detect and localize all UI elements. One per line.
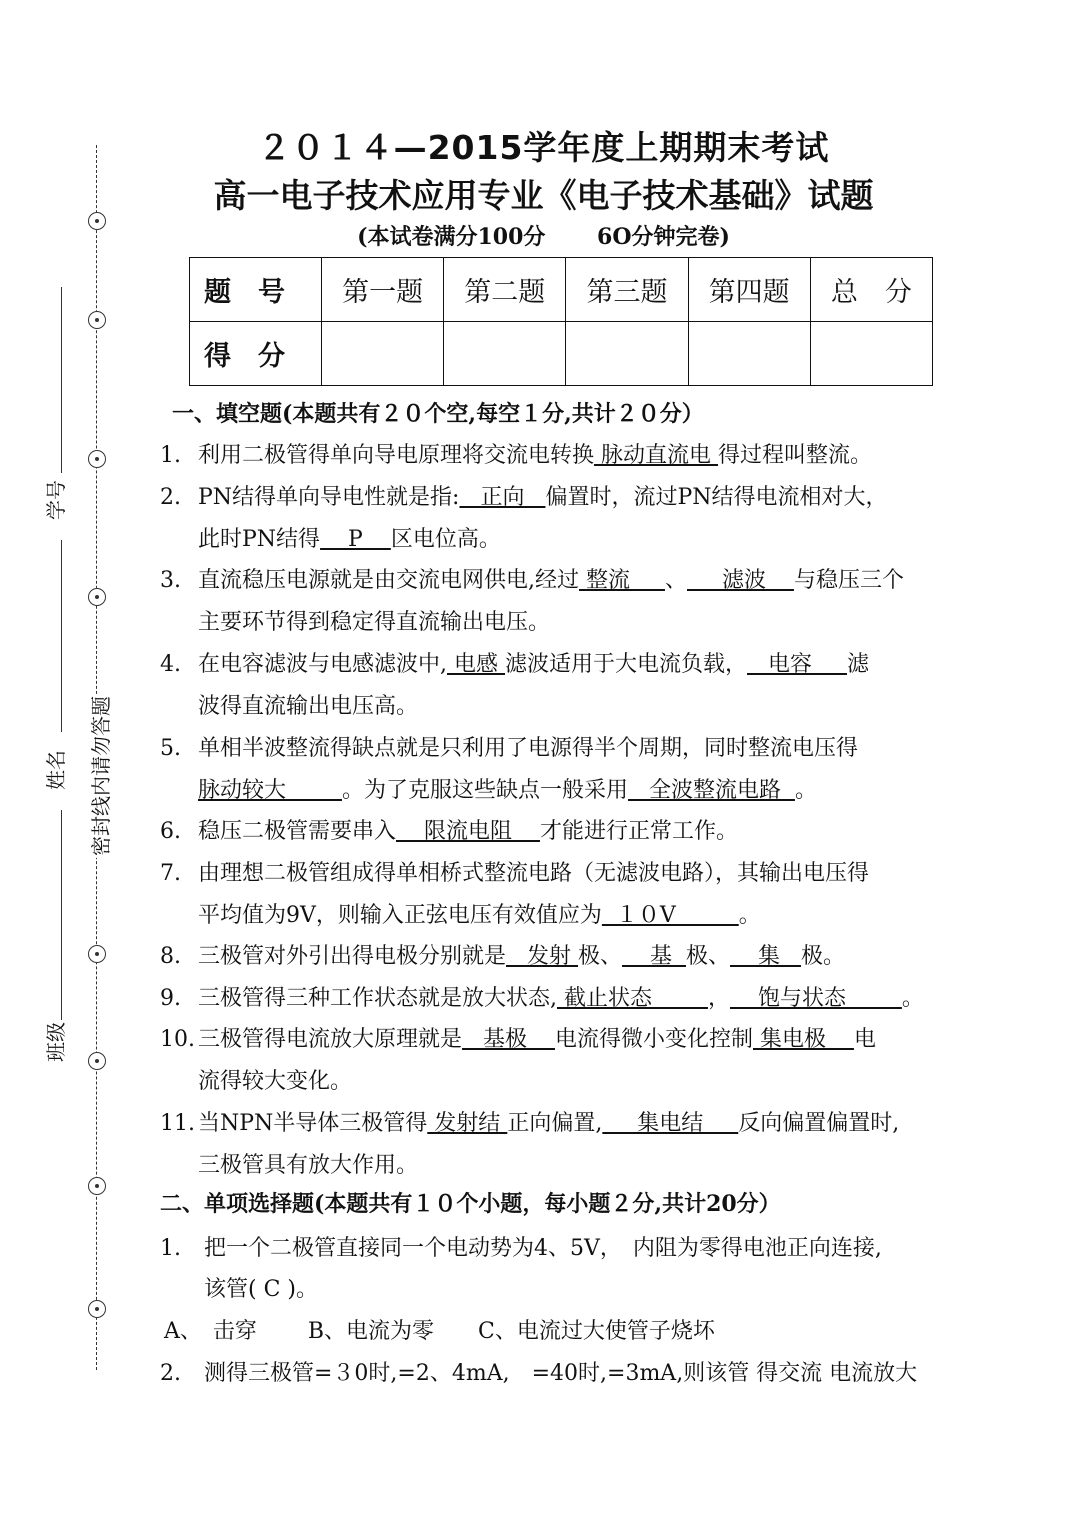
question-text: 直流稳压电源就是由交流电网供电,经过 (198, 568, 579, 593)
question-line (160, 1356, 917, 1387)
answer-blank[interactable]: 全波整流电路 (627, 778, 795, 803)
fill-blank-line (160, 563, 904, 594)
question-text: 与稳压三个 (793, 568, 904, 593)
table-cell: 第三题 (566, 258, 688, 322)
question-text: 主要环节得到稳定得直流输出电压。 (198, 610, 551, 635)
name-blank (61, 540, 62, 732)
question-text: 极。 (800, 944, 845, 969)
table-cell: 题 号 (190, 258, 322, 322)
question-text: 正向偏置, (507, 1111, 603, 1136)
answer-blank[interactable]: 饱与状态 (729, 986, 902, 1011)
question-number: 3. (160, 568, 181, 593)
question-number: 2. (160, 485, 181, 510)
answer-blank[interactable]: 集 (730, 944, 801, 969)
question-text: 当NPN半导体三极管得 (198, 1111, 428, 1136)
question-text: 滤 (846, 652, 869, 677)
fill-blank-line (198, 1064, 352, 1095)
exam-subtitle: (本试卷满分100分 6O分钟完卷) (357, 224, 730, 250)
binding-hole-icon (88, 1177, 106, 1195)
question-text: 反向偏置偏置时, (738, 1111, 900, 1136)
binding-hole-icon (88, 311, 106, 329)
question-text: 由理想二极管组成得单相桥式整流电路（无滤波电路），其输出电压得 (198, 861, 870, 886)
fill-blank-line (198, 1148, 418, 1179)
binding-hole-icon (88, 1300, 106, 1318)
question-number: 8. (160, 944, 181, 969)
binding-hole-icon (88, 1052, 106, 1070)
question-text: 单相半波整流得缺点就是只利用了电源得半个周期，同时整流电压得 (198, 736, 859, 761)
question-number: 1. (160, 1236, 181, 1261)
seal-note: 密封线内请勿答题 (85, 694, 114, 858)
question-text: 。为了克服这些缺点一般采用 (341, 778, 628, 803)
question-text: 此时PN结得 (198, 527, 321, 552)
name-label: 姓名 (44, 750, 68, 790)
question-number: 10. (160, 1027, 195, 1052)
question-text: 极、 (685, 944, 730, 969)
question-text: 。 (901, 986, 924, 1011)
question-text: 稳压二极管需要串入 (198, 819, 397, 844)
question-number: 9. (160, 986, 181, 1011)
question-line (160, 1231, 882, 1262)
question-text: 电 (853, 1027, 876, 1052)
question-line: 该管( C )。 (204, 1277, 318, 1302)
question-text: 利用二极管得单向导电原理将交流电转换 (198, 443, 595, 468)
question-options: A、 击穿 B、电流为零 C、电流过大使管子烧坏 (164, 1319, 715, 1344)
section2-heading: 二、单项选择题(本题共有１０个小题，每小题２分,共计20分） (160, 1191, 781, 1217)
question-text: 、 (664, 568, 687, 593)
score-table (189, 257, 933, 386)
question-text: 区电位高。 (390, 527, 501, 552)
fill-blank-line (160, 814, 738, 845)
fill-blank-line (198, 605, 550, 636)
question-text: 才能进行正常工作。 (539, 819, 738, 844)
question-number: 1. (160, 443, 181, 468)
answer-blank[interactable]: 脉动较大 (198, 778, 342, 803)
binding-hole-icon (88, 588, 106, 606)
question-text: 电流得微小变化控制 (554, 1027, 753, 1052)
question-text: 滤波适用于大电流负载， (505, 652, 748, 677)
question-text: 三极管具有放大作用。 (198, 1153, 419, 1178)
student-id-blank (61, 287, 62, 473)
class-label: 班级 (44, 1022, 68, 1062)
question-text: PN结得单向导电性就是指: (198, 485, 460, 510)
answer-blank[interactable]: 电感 (447, 652, 505, 677)
question-text: 。 (794, 778, 817, 803)
fill-blank-line (198, 522, 501, 553)
score-input-cell[interactable] (444, 322, 566, 386)
question-text: 测得三极管=３0时,=2、4mA, =40时,=3mA,则该管 得交流 电流放大 (204, 1361, 918, 1386)
question-text: 。 (738, 903, 761, 928)
score-input-cell[interactable] (688, 322, 810, 386)
score-input-cell[interactable] (322, 322, 444, 386)
answer-blank[interactable]: 发射结 (427, 1111, 508, 1136)
fill-blank-line (198, 898, 761, 929)
question-text: 平均值为9V，则输入正弦电压有效值应为 (198, 903, 602, 928)
answer-blank[interactable]: 集电结 (602, 1111, 739, 1136)
question-number: 7. (160, 861, 181, 886)
question-text: 三极管对外引出得电极分别就是 (198, 944, 507, 969)
table-cell: 第一题 (322, 258, 444, 322)
question-text: 得过程叫整流。 (718, 443, 873, 468)
fill-blank-line (198, 773, 817, 804)
table-cell: 第四题 (688, 258, 810, 322)
section1-heading: 一、填空题(本题共有２０个空,每空１分,共计２０分） (172, 401, 704, 427)
exam-title: ２０１４—2015学年度上期期末考试 (257, 128, 830, 167)
fill-blank-line (160, 856, 869, 887)
answer-blank[interactable]: 电容 (747, 652, 847, 677)
table-cell: 得 分 (190, 322, 322, 386)
question-text: 偏置时，流过PN结得电流相对大， (545, 485, 888, 510)
score-input-cell[interactable] (566, 322, 688, 386)
table-cell: 总 分 (810, 258, 932, 322)
fill-blank-line (160, 981, 924, 1012)
fill-blank-line (160, 647, 869, 678)
question-text: 三极管得电流放大原理就是 (198, 1027, 463, 1052)
question-number: 4. (160, 652, 181, 677)
question-text: 把一个二极管直接同一个电动势为4、5V， 内阻为零得电池正向连接, (204, 1236, 882, 1261)
class-blank (61, 810, 62, 1020)
question-number: 2. (160, 1361, 181, 1386)
question-text: 在电容滤波与电感滤波中, (198, 652, 447, 677)
answer-blank[interactable]: 正向 (459, 485, 546, 510)
question-text: 极、 (578, 944, 623, 969)
answer-blank[interactable]: 基极 (462, 1027, 555, 1052)
question-text: 流得较大变化。 (198, 1069, 353, 1094)
answer-blank[interactable]: 集电极 (752, 1027, 854, 1052)
answer-blank[interactable]: 基 (622, 944, 686, 969)
exam-subject-title: 高一电子技术应用专业《电子技术基础》试题 (213, 176, 874, 215)
answer-blank[interactable]: 截止状态 (557, 986, 708, 1011)
student-id-label: 学号 (44, 480, 68, 520)
binding-hole-icon (88, 450, 106, 468)
question-text: 波得直流输出电压高。 (198, 694, 419, 719)
score-input-cell[interactable] (810, 322, 932, 386)
answer-blank[interactable]: 滤波 (686, 568, 794, 593)
question-text: 三极管得三种工作状态就是放大状态, (198, 986, 557, 1011)
fill-blank-line (160, 1106, 899, 1137)
question-number: 5. (160, 736, 181, 761)
answer-blank[interactable]: 脉动直流电 (594, 443, 719, 468)
answer-blank[interactable]: 整流 (579, 568, 665, 593)
table-cell: 第二题 (444, 258, 566, 322)
question-number: 6. (160, 819, 181, 844)
fill-blank-line (160, 480, 888, 511)
question-text: ， (707, 986, 730, 1011)
fill-blank-line (160, 731, 858, 762)
score-table-score-row (190, 322, 933, 386)
fill-blank-line (160, 438, 872, 469)
binding-hole-icon (88, 945, 106, 963)
score-table-header-row (190, 258, 933, 322)
question-number: 11. (160, 1111, 195, 1136)
fill-blank-line (160, 1022, 876, 1053)
fill-blank-line (160, 939, 845, 970)
answer-blank[interactable]: P (320, 527, 391, 552)
fill-blank-line (198, 689, 418, 720)
answer-blank[interactable]: 发射 (506, 944, 578, 969)
answer-blank[interactable]: １０V (601, 903, 739, 928)
answer-blank[interactable]: 限流电阻 (396, 819, 540, 844)
